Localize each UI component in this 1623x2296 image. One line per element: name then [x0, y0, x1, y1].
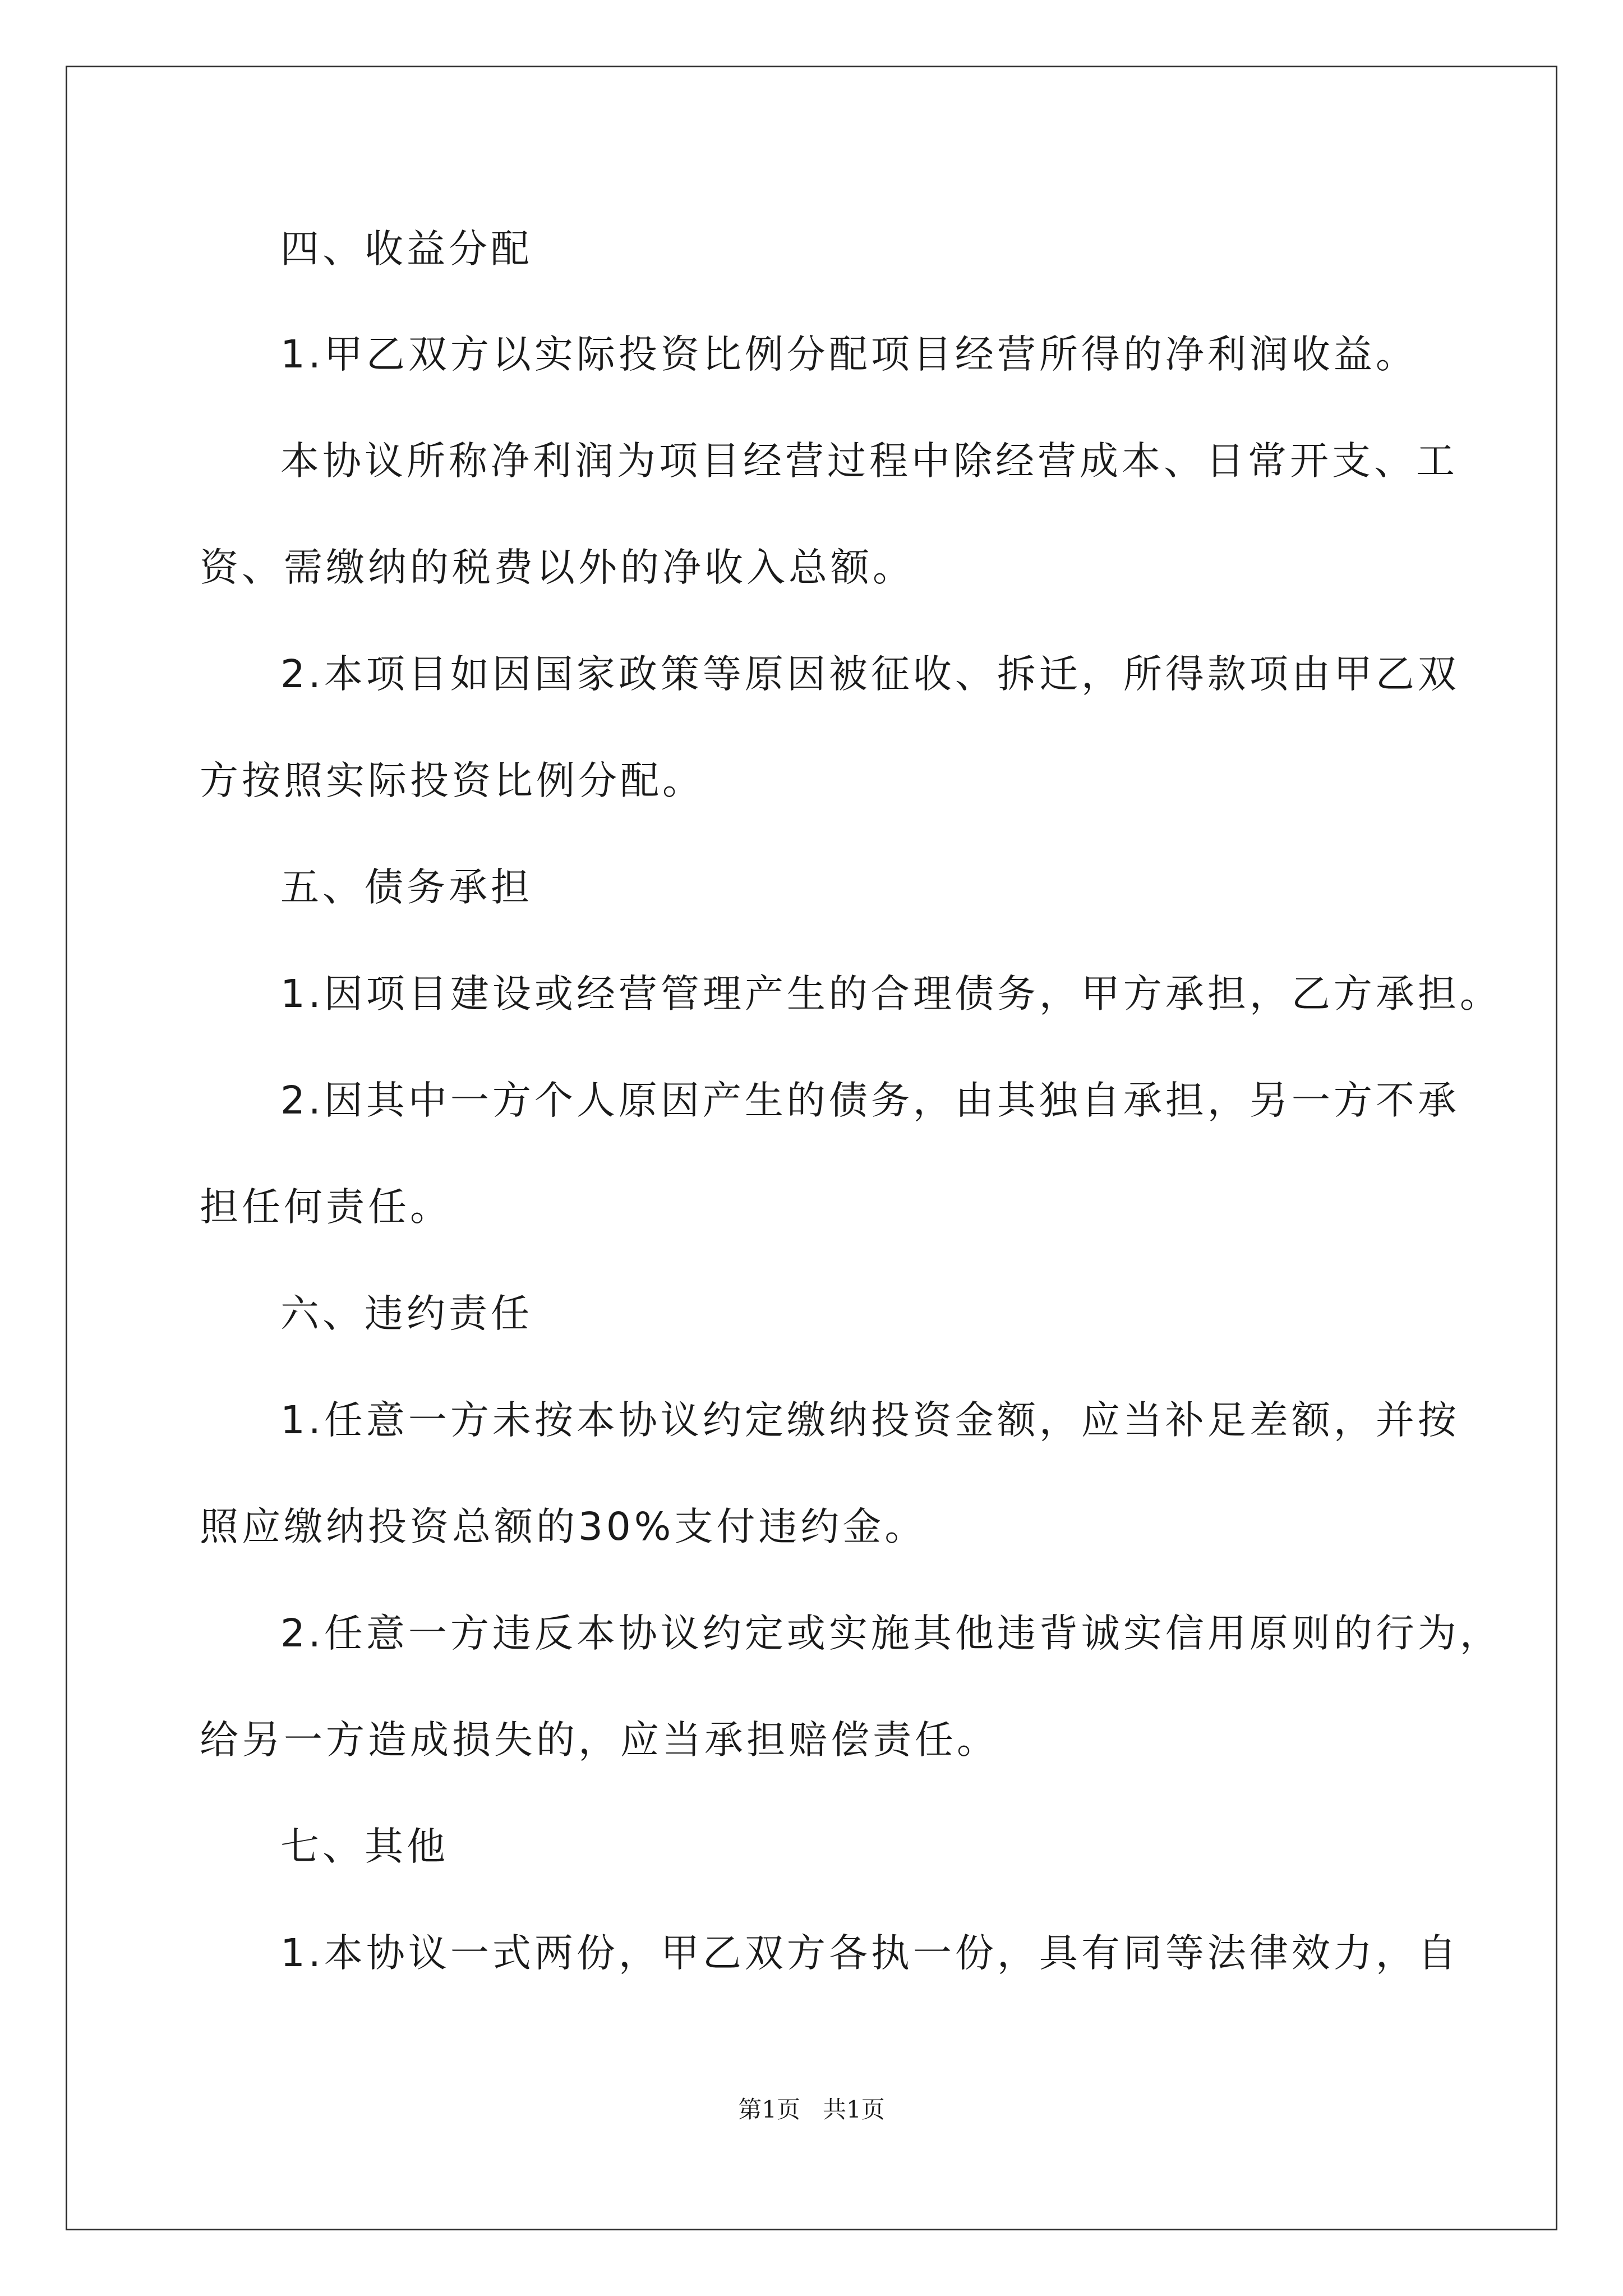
paragraph-line: 担任何责任。: [200, 1185, 452, 1230]
section-heading-debt: 五、债务承担: [280, 865, 533, 910]
paragraph-line: 给另一方造成损失的，应当承担赔偿责任。: [200, 1718, 999, 1763]
section-heading-income: 四、收益分配: [280, 227, 533, 272]
paragraph-line: 2.本项目如因国家政策等原因被征收、拆迁，所得款项由甲乙双: [280, 652, 1460, 697]
page-border: [66, 66, 1557, 2230]
paragraph-line: 1.本协议一式两份，甲乙双方各执一份，具有同等法律效力，自: [280, 1931, 1460, 1976]
paragraph-line: 2.任意一方违反本协议约定或实施其他违背诚实信用原则的行为，: [280, 1611, 1502, 1656]
paragraph-line: 1.任意一方未按本协议约定缴纳投资金额，应当补足差额，并按: [280, 1398, 1460, 1443]
paragraph-line: 2.因其中一方个人原因产生的债务，由其独自承担，另一方不承: [280, 1078, 1460, 1123]
paragraph-line: 1.甲乙双方以实际投资比例分配项目经营所得的净利润收益。: [280, 332, 1418, 377]
paragraph-line: 照应缴纳投资总额的30%支付违约金。: [200, 1504, 927, 1549]
section-heading-other: 七、其他: [280, 1824, 449, 1869]
paragraph-line: 方按照实际投资比例分配。: [200, 758, 704, 803]
paragraph-line: 资、需缴纳的税费以外的净收入总额。: [200, 545, 915, 590]
section-heading-liability: 六、违约责任: [280, 1291, 533, 1336]
page-number-footer: 第1页 共1页: [738, 2096, 885, 2123]
paragraph-line: 1.因项目建设或经营管理产生的合理债务，甲方承担，乙方承担。: [280, 972, 1502, 1016]
paragraph-line: 本协议所称净利润为项目经营过程中除经营成本、日常开支、工: [280, 439, 1458, 484]
